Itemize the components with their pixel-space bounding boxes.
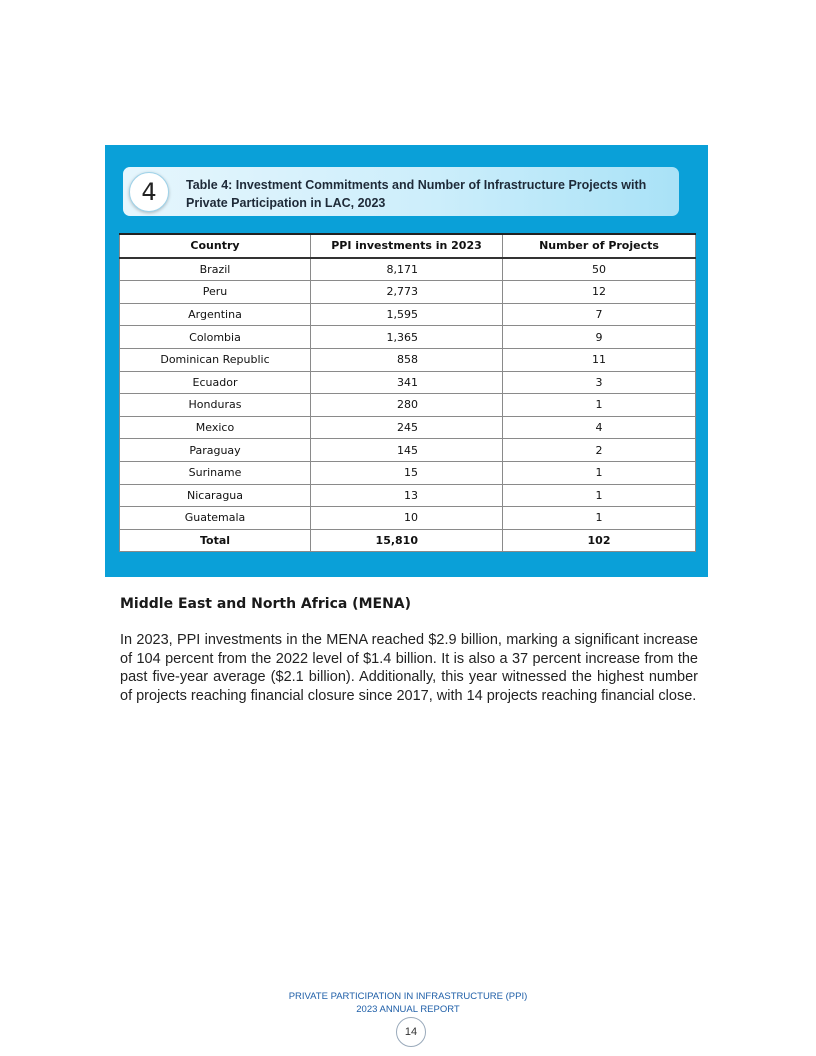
table-row [120, 258, 696, 281]
cell-investment: 280 [311, 394, 503, 417]
table-row [120, 461, 696, 484]
cell-projects: 7 [503, 303, 696, 326]
cell-projects: 2 [503, 439, 696, 462]
table-row [120, 303, 696, 326]
cell-projects: 1 [503, 484, 696, 507]
cell-projects: 102 [503, 529, 696, 552]
cell-country: Dominican Republic [120, 348, 311, 371]
cell-investment: 1,595 [311, 303, 503, 326]
header-projects: Number of Projects [503, 234, 696, 258]
section-heading: Middle East and North Africa (MENA) [120, 596, 412, 612]
table-row [120, 507, 696, 530]
table-row [120, 281, 696, 304]
page-number: 14 [396, 1017, 426, 1047]
cell-projects: 3 [503, 371, 696, 394]
table-banner [123, 167, 679, 216]
table-number-badge: 4 [129, 172, 169, 212]
cell-country: Guatemala [120, 507, 311, 530]
table-row [120, 394, 696, 417]
table-header-row [120, 234, 696, 258]
table-row [120, 416, 696, 439]
cell-projects: 1 [503, 461, 696, 484]
cell-country: Ecuador [120, 371, 311, 394]
cell-projects: 12 [503, 281, 696, 304]
table-row [120, 348, 696, 371]
footer-report-title: PRIVATE PARTICIPATION IN INFRASTRUCTURE (PPI) [288, 991, 528, 1002]
table-panel [105, 145, 708, 577]
cell-projects: 50 [503, 258, 696, 281]
cell-country: Argentina [120, 303, 311, 326]
cell-projects: 1 [503, 507, 696, 530]
cell-investment: 245 [311, 416, 503, 439]
cell-investment: 10 [311, 507, 503, 530]
cell-investment: 15 [311, 461, 503, 484]
table-row [120, 326, 696, 349]
cell-country: Suriname [120, 461, 311, 484]
cell-country: Mexico [120, 416, 311, 439]
header-investments: PPI investments in 2023 [311, 234, 503, 258]
table-title: Table 4: Investment Commitments and Number of Infrastructure Projects with Private Participation in LAC, 2023 [186, 178, 647, 210]
section-paragraph: In 2023, PPI investments in the MENA reached $2.9 billion, marking a significant increase of 104 percent from the 2022 level of $1.4 billion. It is also a 37 percent increase from the past five-year average ($2.1 billion). Additionally, this year witnessed the highest number of projects reaching financial closure since 2017, with 14 projects reaching financial close. [120, 632, 698, 704]
cell-country: Total [120, 529, 311, 552]
cell-projects: 9 [503, 326, 696, 349]
cell-country: Colombia [120, 326, 311, 349]
cell-projects: 11 [503, 348, 696, 371]
cell-investment: 2,773 [311, 281, 503, 304]
cell-country: Peru [120, 281, 311, 304]
investment-table [119, 233, 696, 552]
cell-country: Brazil [120, 258, 311, 281]
cell-country: Nicaragua [120, 484, 311, 507]
table-row [120, 371, 696, 394]
cell-investment: 15,810 [311, 529, 503, 552]
cell-investment: 8,171 [311, 258, 503, 281]
cell-investment: 145 [311, 439, 503, 462]
cell-projects: 1 [503, 394, 696, 417]
table-row [120, 484, 696, 507]
page-footer [0, 990, 816, 1016]
cell-projects: 4 [503, 416, 696, 439]
cell-investment: 1,365 [311, 326, 503, 349]
cell-country: Paraguay [120, 439, 311, 462]
footer-report-year: 2023 ANNUAL REPORT [356, 1004, 460, 1015]
cell-country: Honduras [120, 394, 311, 417]
cell-investment: 341 [311, 371, 503, 394]
table-row [120, 439, 696, 462]
cell-investment: 13 [311, 484, 503, 507]
header-country: Country [120, 234, 311, 258]
cell-investment: 858 [311, 348, 503, 371]
table-total-row [120, 529, 696, 552]
